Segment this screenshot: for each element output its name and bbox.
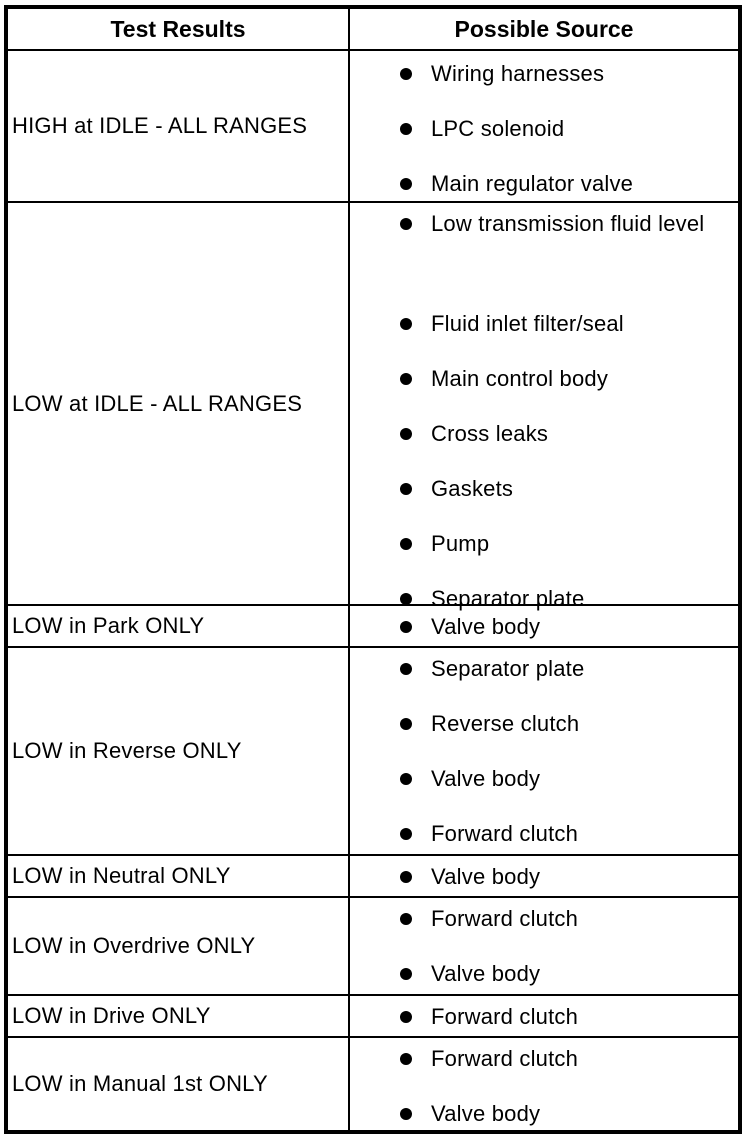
table-row: [8, 1038, 738, 1130]
column-divider: [348, 9, 350, 1130]
source-label: Forward clutch: [431, 821, 579, 846]
source-label: Reverse clutch: [431, 711, 580, 736]
possible-source-cell: [350, 856, 738, 896]
test-result-cell: [8, 898, 348, 994]
test-result-cell: [8, 203, 348, 604]
source-label: Valve body: [431, 864, 541, 889]
table-row: [8, 51, 738, 203]
possible-source-cell: [350, 898, 738, 994]
bullet-icon: [400, 718, 412, 730]
test-result-label: HIGH at IDLE - ALL RANGES: [12, 113, 308, 138]
possible-source-cell: [350, 996, 738, 1036]
possible-source-cell: [350, 606, 738, 646]
bullet-icon: [400, 1053, 412, 1065]
table-row: [8, 856, 738, 898]
test-result-cell: [8, 51, 348, 201]
bullet-icon: [400, 773, 412, 785]
table-row: [8, 203, 738, 611]
bullet-icon: [400, 123, 412, 135]
source-label: Valve body: [431, 614, 541, 639]
test-result-label: LOW in Drive ONLY: [12, 1003, 211, 1028]
test-results-table: [4, 5, 742, 1134]
test-result-label: LOW in Park ONLY: [12, 613, 205, 638]
source-label: Pump: [431, 531, 490, 556]
possible-source-cell: [350, 648, 738, 854]
table-row: [8, 606, 738, 648]
source-label: Valve body: [431, 961, 541, 986]
test-result-label: LOW at IDLE - ALL RANGES: [12, 390, 303, 416]
test-result-cell: [8, 648, 348, 854]
bullet-icon: [400, 968, 412, 980]
bullet-icon: [400, 178, 412, 190]
possible-source-cell: [350, 1038, 738, 1130]
bullet-icon: [400, 593, 412, 605]
bullet-icon: [400, 538, 412, 550]
bullet-icon: [400, 663, 412, 675]
bullet-icon: [400, 373, 412, 385]
bullet-icon: [400, 68, 412, 80]
source-label: Separator plate: [431, 586, 585, 611]
source-label: LPC solenoid: [431, 116, 565, 141]
source-label: Main control body: [431, 366, 609, 391]
source-label: Gaskets: [431, 476, 514, 501]
test-result-label: LOW in Neutral ONLY: [12, 863, 231, 888]
possible-source-cell: [350, 51, 738, 201]
source-label: Cross leaks: [431, 421, 549, 446]
source-label: Valve body: [431, 1101, 541, 1126]
test-result-label: LOW in Overdrive ONLY: [12, 933, 256, 958]
table-row: [8, 996, 738, 1038]
test-result-cell: [8, 606, 348, 646]
bullet-icon: [400, 913, 412, 925]
test-result-cell: [8, 996, 348, 1036]
header-test-results: Test Results: [110, 16, 246, 42]
header-possible-source: Possible Source: [454, 16, 634, 42]
bullet-icon: [400, 218, 412, 230]
source-label: Low transmission fluid level: [431, 211, 705, 236]
table-row: [8, 648, 738, 856]
source-label: Wiring harnesses: [431, 61, 605, 86]
source-label: Fluid inlet filter/seal: [431, 311, 624, 336]
source-label: Valve body: [431, 766, 541, 791]
bullet-icon: [400, 483, 412, 495]
bullet-icon: [400, 828, 412, 840]
test-result-cell: [8, 856, 348, 896]
test-result-cell: [8, 1038, 348, 1130]
bullet-icon: [400, 428, 412, 440]
bullet-icon: [400, 318, 412, 330]
source-label: Forward clutch: [431, 1004, 579, 1029]
test-result-label: LOW in Manual 1st ONLY: [12, 1071, 268, 1096]
bullet-icon: [400, 871, 412, 883]
bullet-icon: [400, 621, 412, 633]
possible-source-cell: [350, 203, 738, 611]
bullet-icon: [400, 1011, 412, 1023]
source-label: Main regulator valve: [431, 171, 634, 196]
source-label: Forward clutch: [431, 906, 579, 931]
table-row: [8, 898, 738, 996]
source-label: Forward clutch: [431, 1046, 579, 1071]
bullet-icon: [400, 1108, 412, 1120]
table-header-row: [8, 9, 738, 51]
source-label: Separator plate: [431, 656, 585, 681]
test-result-label: LOW in Reverse ONLY: [12, 738, 242, 763]
